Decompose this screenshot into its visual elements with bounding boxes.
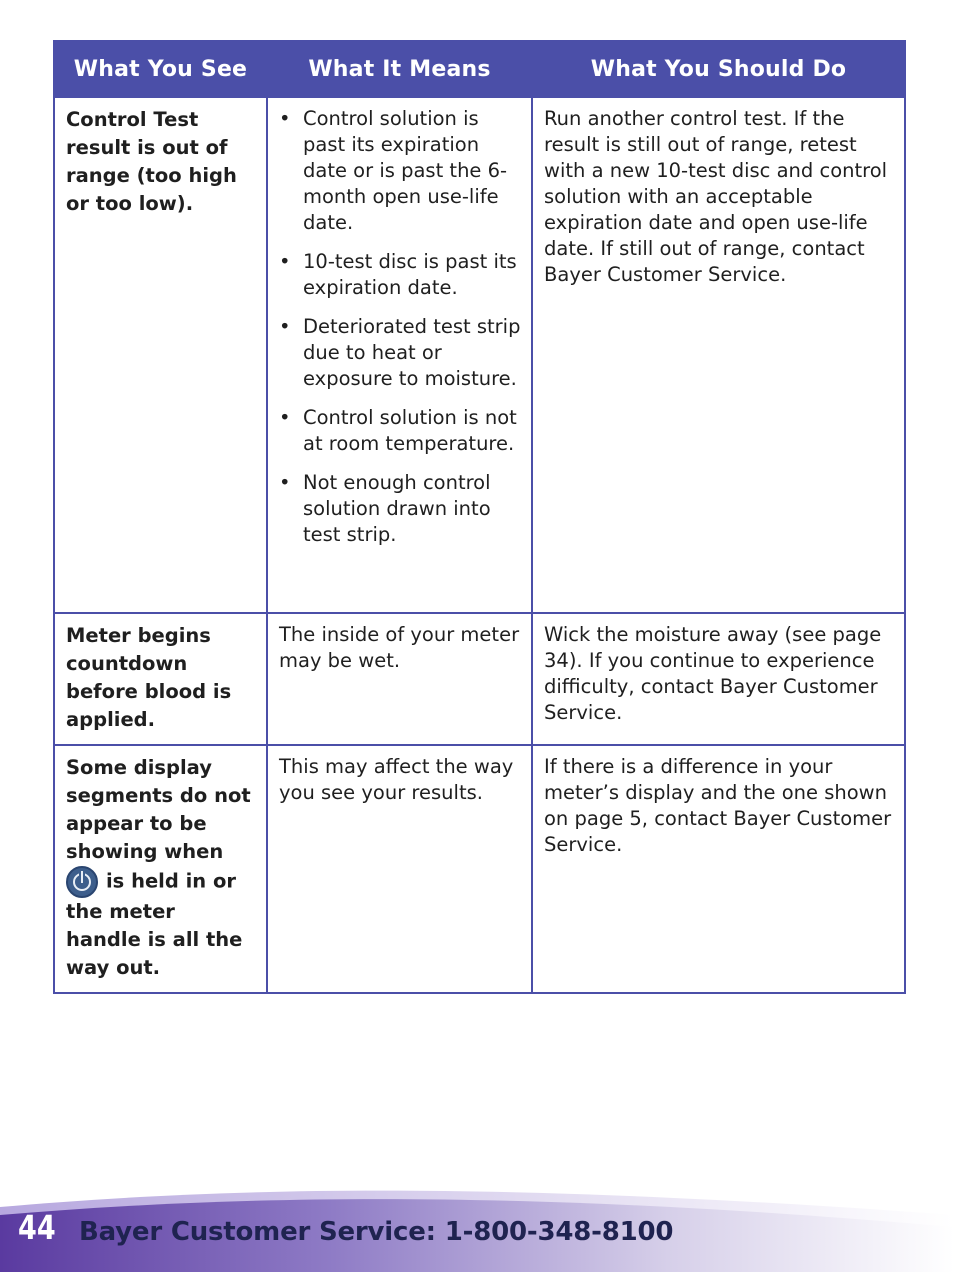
cell-what-you-see: Meter begins countdown before blood is applied. [54, 613, 267, 745]
cell-what-it-means [267, 97, 532, 613]
customer-service-line: Bayer Customer Service: 1-800-348-8100 [79, 1217, 674, 1247]
bullet: • [279, 471, 291, 494]
cause-text: Deteriorated test strip due to heat or exposure to moisture. [303, 315, 521, 390]
cause-text: 10-test disc is past its expiration date. [303, 250, 517, 299]
bullet: • [279, 406, 291, 429]
page-number: 44 [18, 1208, 56, 1247]
table-row [54, 97, 905, 613]
bullet: • [279, 315, 291, 338]
troubleshooting-table [53, 40, 906, 994]
cause-text: Control solution is not at room temperature. [303, 406, 517, 455]
table-header-row [54, 41, 905, 97]
list-item [279, 405, 521, 457]
table-row [54, 613, 905, 745]
cell-what-you-see: Control Test result is out of range (too high or too low). [54, 97, 267, 613]
see-text-before-icon: Some display segments do not appear to be showing when [66, 756, 251, 863]
list-item [279, 314, 521, 392]
header-what-you-see: What You See [54, 41, 267, 97]
cell-what-it-means: This may affect the way you see your results. [267, 745, 532, 993]
table-row [54, 745, 905, 993]
cause-text: Not enough control solution drawn into test strip. [303, 471, 491, 546]
see-text-after-icon: is held in or the meter handle is all the way out. [66, 869, 243, 979]
header-what-it-means: What It Means [267, 41, 532, 97]
list-item [279, 470, 521, 548]
power-button-icon [66, 866, 98, 898]
cell-what-you-see [54, 745, 267, 993]
list-item [279, 249, 521, 301]
cell-what-you-should-do: Run another control test. If the result is still out of range, retest with a new 10-test disc and control solution with an acceptable expiration date and open use-life date. If still out of range, contact Bayer Customer Service. [532, 97, 905, 613]
cell-what-it-means: The inside of your meter may be wet. [267, 613, 532, 745]
cell-what-you-should-do: If there is a difference in your meter’s display and the one shown on page 5, contact Bayer Customer Service. [532, 745, 905, 993]
cell-what-you-should-do: Wick the moisture away (see page 34). If you continue to experience difficulty, contact Bayer Customer Service. [532, 613, 905, 745]
list-item [279, 106, 521, 236]
causes-list [279, 106, 521, 548]
bullet: • [279, 107, 291, 130]
cause-text: Control solution is past its expiration date or is past the 6-month open use-life date. [303, 107, 508, 234]
bullet: • [279, 250, 291, 273]
header-what-you-should-do: What You Should Do [532, 41, 905, 97]
